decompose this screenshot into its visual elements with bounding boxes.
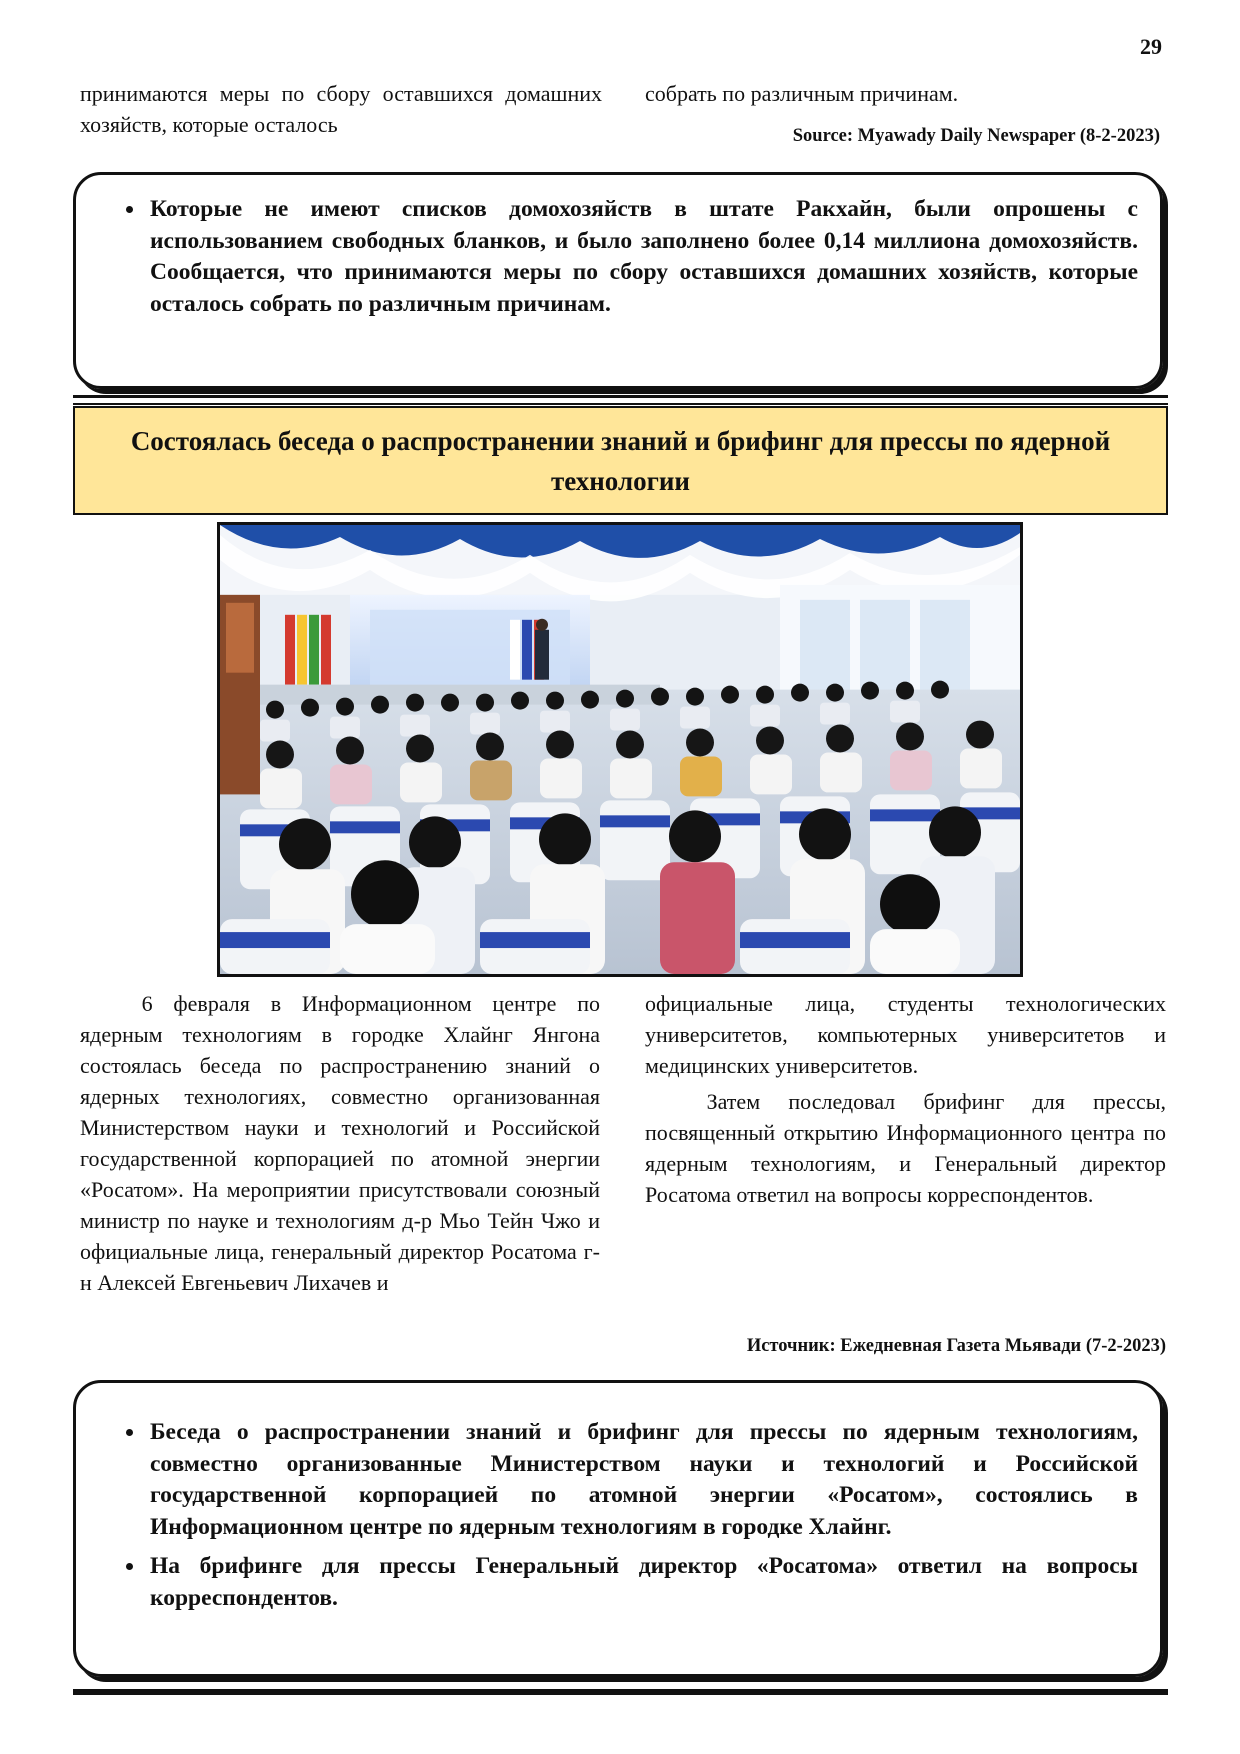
summary-list-bottom: [90, 1417, 1138, 1614]
article-column-right: [645, 988, 1166, 1210]
headline-box: [73, 406, 1168, 515]
footer-rule: [73, 1689, 1168, 1695]
summary-box-bottom: [73, 1380, 1163, 1677]
source-line-top: Source: Myawady Daily Newspaper (8-2-2023): [792, 126, 1160, 146]
summary-bullet: • Беседа о распространении знаний и брифинг для прессы по ядерным технологиям, совместно организованные Министерством науки и технологий и Российской государственной корпорацией по атомной энергии «Росатом», состоялись в Информационном центре по ядерным технологиям в городке Хлайнг.: [146, 1417, 1138, 1543]
article-headline: Состоялась беседа о распространении знаний и брифинг для прессы по ядерной технологии: [130, 425, 1111, 496]
article-paragraph: 6 февраля в Информационном центре по ядерным технологиям в городке Хлайнг Янгона состоялась беседа по распространению знаний о ядерных технологиях, совместно организованная Министерством науки и технологий и Российской государственной корпорацией по атомной энергии «Росатом». На мероприятии присутствовали союзный министр по науке и технологиям д-р Мьо Тейн Чжо и официальные лица, генеральный директор Росатома г-н Алексей Евгеньевич Лихачев и: [80, 991, 600, 1295]
page-number: 29: [1140, 34, 1162, 59]
source-line-article: Источник: Ежедневная Газета Мьявади (7-2-2023): [746, 1336, 1166, 1356]
top-right-text: собрать по различным причинам.: [645, 81, 959, 106]
summary-bullet: • На брифинге для прессы Генеральный директор «Росатома» ответил на вопросы корреспондентов.: [146, 1551, 1138, 1614]
section-divider: [73, 395, 1168, 405]
article-paragraph: Затем последовал брифинг для прессы, посвященный открытию Информационного центра по ядерным технологиям, и Генеральный директор Росатома ответил на вопросы корреспондентов.: [645, 1089, 1166, 1207]
article-paragraph: официальные лица, студенты технологических университетов, компьютерных университетов и медицинских университетов.: [645, 991, 1166, 1078]
summary-bullet: • Которые не имеют списков домохозяйств в штате Ракхайн, были опрошены с использованием свободных бланков, и было заполнено более 0,14 миллиона домохозяйств. Сообщается, что принимаются меры по сбору оставшихся домашних хозяйств, которые осталось собрать по различным причинам.: [146, 194, 1138, 320]
summary-list-top: [90, 194, 1138, 320]
top-left-text: принимаются меры по сбору оставшихся домашних хозяйств, которые осталось: [80, 81, 602, 137]
article-column-left: [80, 988, 600, 1298]
summary-box-top: [73, 172, 1163, 389]
event-photo: [217, 522, 1023, 977]
